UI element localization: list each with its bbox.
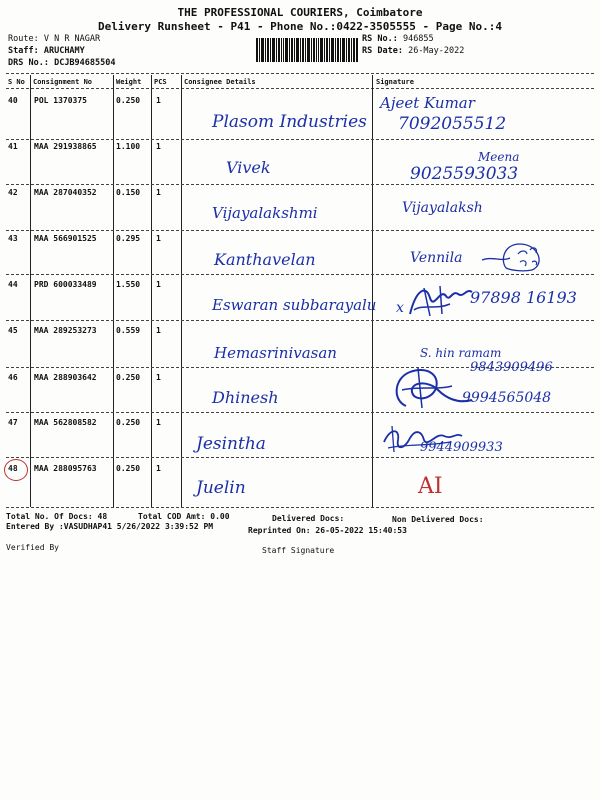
weight: 1.550 [116, 280, 141, 289]
consignment-no: MAA 566901525 [34, 234, 97, 243]
page-title: THE PROFESSIONAL COURIERS, Coimbatore [177, 6, 423, 19]
pcs: 1 [156, 96, 161, 105]
route-row [8, 34, 100, 44]
rs-date-value: 26-May-2022 [408, 46, 465, 56]
pcs: 1 [156, 373, 161, 382]
consignment-no: MAA 291938865 [34, 142, 97, 151]
verified-by: Verified By [6, 543, 59, 552]
staff-label: Staff: [8, 46, 39, 56]
barcode [256, 38, 358, 62]
table-bottom-rule [6, 507, 594, 508]
weight: 0.250 [116, 464, 141, 473]
route-label: Route: [8, 34, 39, 44]
pcs: 1 [156, 326, 161, 335]
signature: Vennila [410, 250, 463, 266]
consignee-name: Vivek [226, 158, 271, 177]
consignee-name: Kanthavelan [214, 250, 316, 269]
drs-row [8, 58, 116, 68]
sno: 44 [8, 280, 18, 289]
reprinted-on: Reprinted On: 26-05-2022 15:40:53 [248, 526, 407, 535]
col-header-weight: Weight [116, 78, 142, 86]
total-cod: Total COD Amt: 0.00 [138, 512, 230, 521]
table-top-rule [6, 73, 594, 74]
rs-no-row [362, 34, 434, 44]
consignee-name: Plasom Industries [212, 112, 367, 132]
col-header-consignee: Consignee Details [184, 78, 256, 86]
weight: 0.559 [116, 326, 141, 335]
row-rule [6, 139, 594, 140]
weight: 0.250 [116, 418, 141, 427]
row-rule [6, 320, 594, 321]
phone: 9994565048 [462, 390, 552, 406]
rs-no-label: RS No.: [362, 34, 398, 44]
sno: 41 [8, 142, 18, 151]
drs-value: DCJB94685504 [54, 58, 116, 68]
entered-by: Entered By :VASUDHAP41 5/26/2022 3:39:52 PM [6, 522, 214, 531]
page-subtitle: Delivery Runsheet - P41 - Phone No.:0422-3505555 - Page No.:4 [98, 20, 502, 33]
consignee-name: Jesintha [196, 434, 266, 454]
weight: 0.150 [116, 188, 141, 197]
sno: 47 [8, 418, 18, 427]
col-header-pcs: PCS [154, 78, 167, 86]
total-docs: Total No. Of Docs: 48 [6, 512, 108, 521]
pcs: 1 [156, 188, 161, 197]
delivered-docs: Delivered Docs: [272, 514, 345, 523]
phone: 7092055512 [398, 114, 507, 134]
weight: 0.295 [116, 234, 141, 243]
tamil-signature-mark [480, 238, 576, 274]
signature: Meena [478, 150, 520, 164]
pcs: 1 [156, 142, 161, 151]
phone: 97898 16193 [470, 288, 577, 307]
row-rule [6, 274, 594, 275]
signature: Vijayalaksh [402, 200, 483, 216]
sno: 40 [8, 96, 18, 105]
non-delivered-docs: Non Delivered Docs: [392, 515, 484, 524]
sno: 45 [8, 326, 18, 335]
signature: AI [418, 474, 443, 499]
weight: 1.100 [116, 142, 141, 151]
col-header-consignment: Consignment No [33, 78, 93, 86]
sno: 42 [8, 188, 18, 197]
rs-date-row [362, 46, 464, 56]
header-rule [6, 88, 594, 89]
consignment-no: MAA 562808582 [34, 418, 97, 427]
row-rule [6, 412, 594, 413]
consignment-no: POL 1370375 [34, 96, 87, 105]
signature: Ajeet Kumar [380, 94, 475, 112]
staff-signature: Staff Signature [262, 546, 335, 555]
pcs: 1 [156, 280, 161, 289]
signature-scribble [406, 280, 478, 320]
col-header-sno: S No [8, 78, 25, 86]
pcs: 1 [156, 464, 161, 473]
sno: 43 [8, 234, 18, 243]
col-header-signature: Signature [376, 78, 414, 86]
row-rule [6, 457, 594, 458]
phone: 9944909933 [420, 440, 503, 455]
route-value: V N R NAGAR [43, 34, 101, 44]
consignment-no: MAA 288095763 [34, 464, 97, 473]
rs-no-value: 946855 [402, 34, 434, 44]
drs-label: DRS No.: [8, 58, 49, 68]
phone: 9843909496 [470, 360, 553, 375]
consignment-no: MAA 287040352 [34, 188, 97, 197]
consignee-name: Hemasrinivasan [214, 344, 337, 362]
consignee-name: Dhinesh [212, 388, 279, 407]
consignment-no: PRD 600033489 [34, 280, 97, 289]
sno: 46 [8, 373, 18, 382]
consignee-name: Vijayalakshmi [212, 204, 318, 222]
phone: 9025593033 [410, 164, 519, 184]
pcs: 1 [156, 234, 161, 243]
consignee-name: Juelin [196, 478, 246, 498]
pcs: 1 [156, 418, 161, 427]
row-rule [6, 230, 594, 231]
weight: 0.250 [116, 96, 141, 105]
row-rule [6, 184, 594, 185]
consignment-no: MAA 288903642 [34, 373, 97, 382]
signature: S. hin ramam [420, 346, 502, 360]
weight: 0.250 [116, 373, 141, 382]
staff-row [8, 46, 85, 56]
consignee-name: Eswaran subbarayalu [212, 296, 377, 314]
sno: 48 [8, 464, 18, 473]
staff-value: ARUCHAMY [43, 46, 85, 56]
consignment-no: MAA 289253273 [34, 326, 97, 335]
rs-date-label: RS Date: [362, 46, 403, 56]
signature: x [396, 300, 404, 316]
